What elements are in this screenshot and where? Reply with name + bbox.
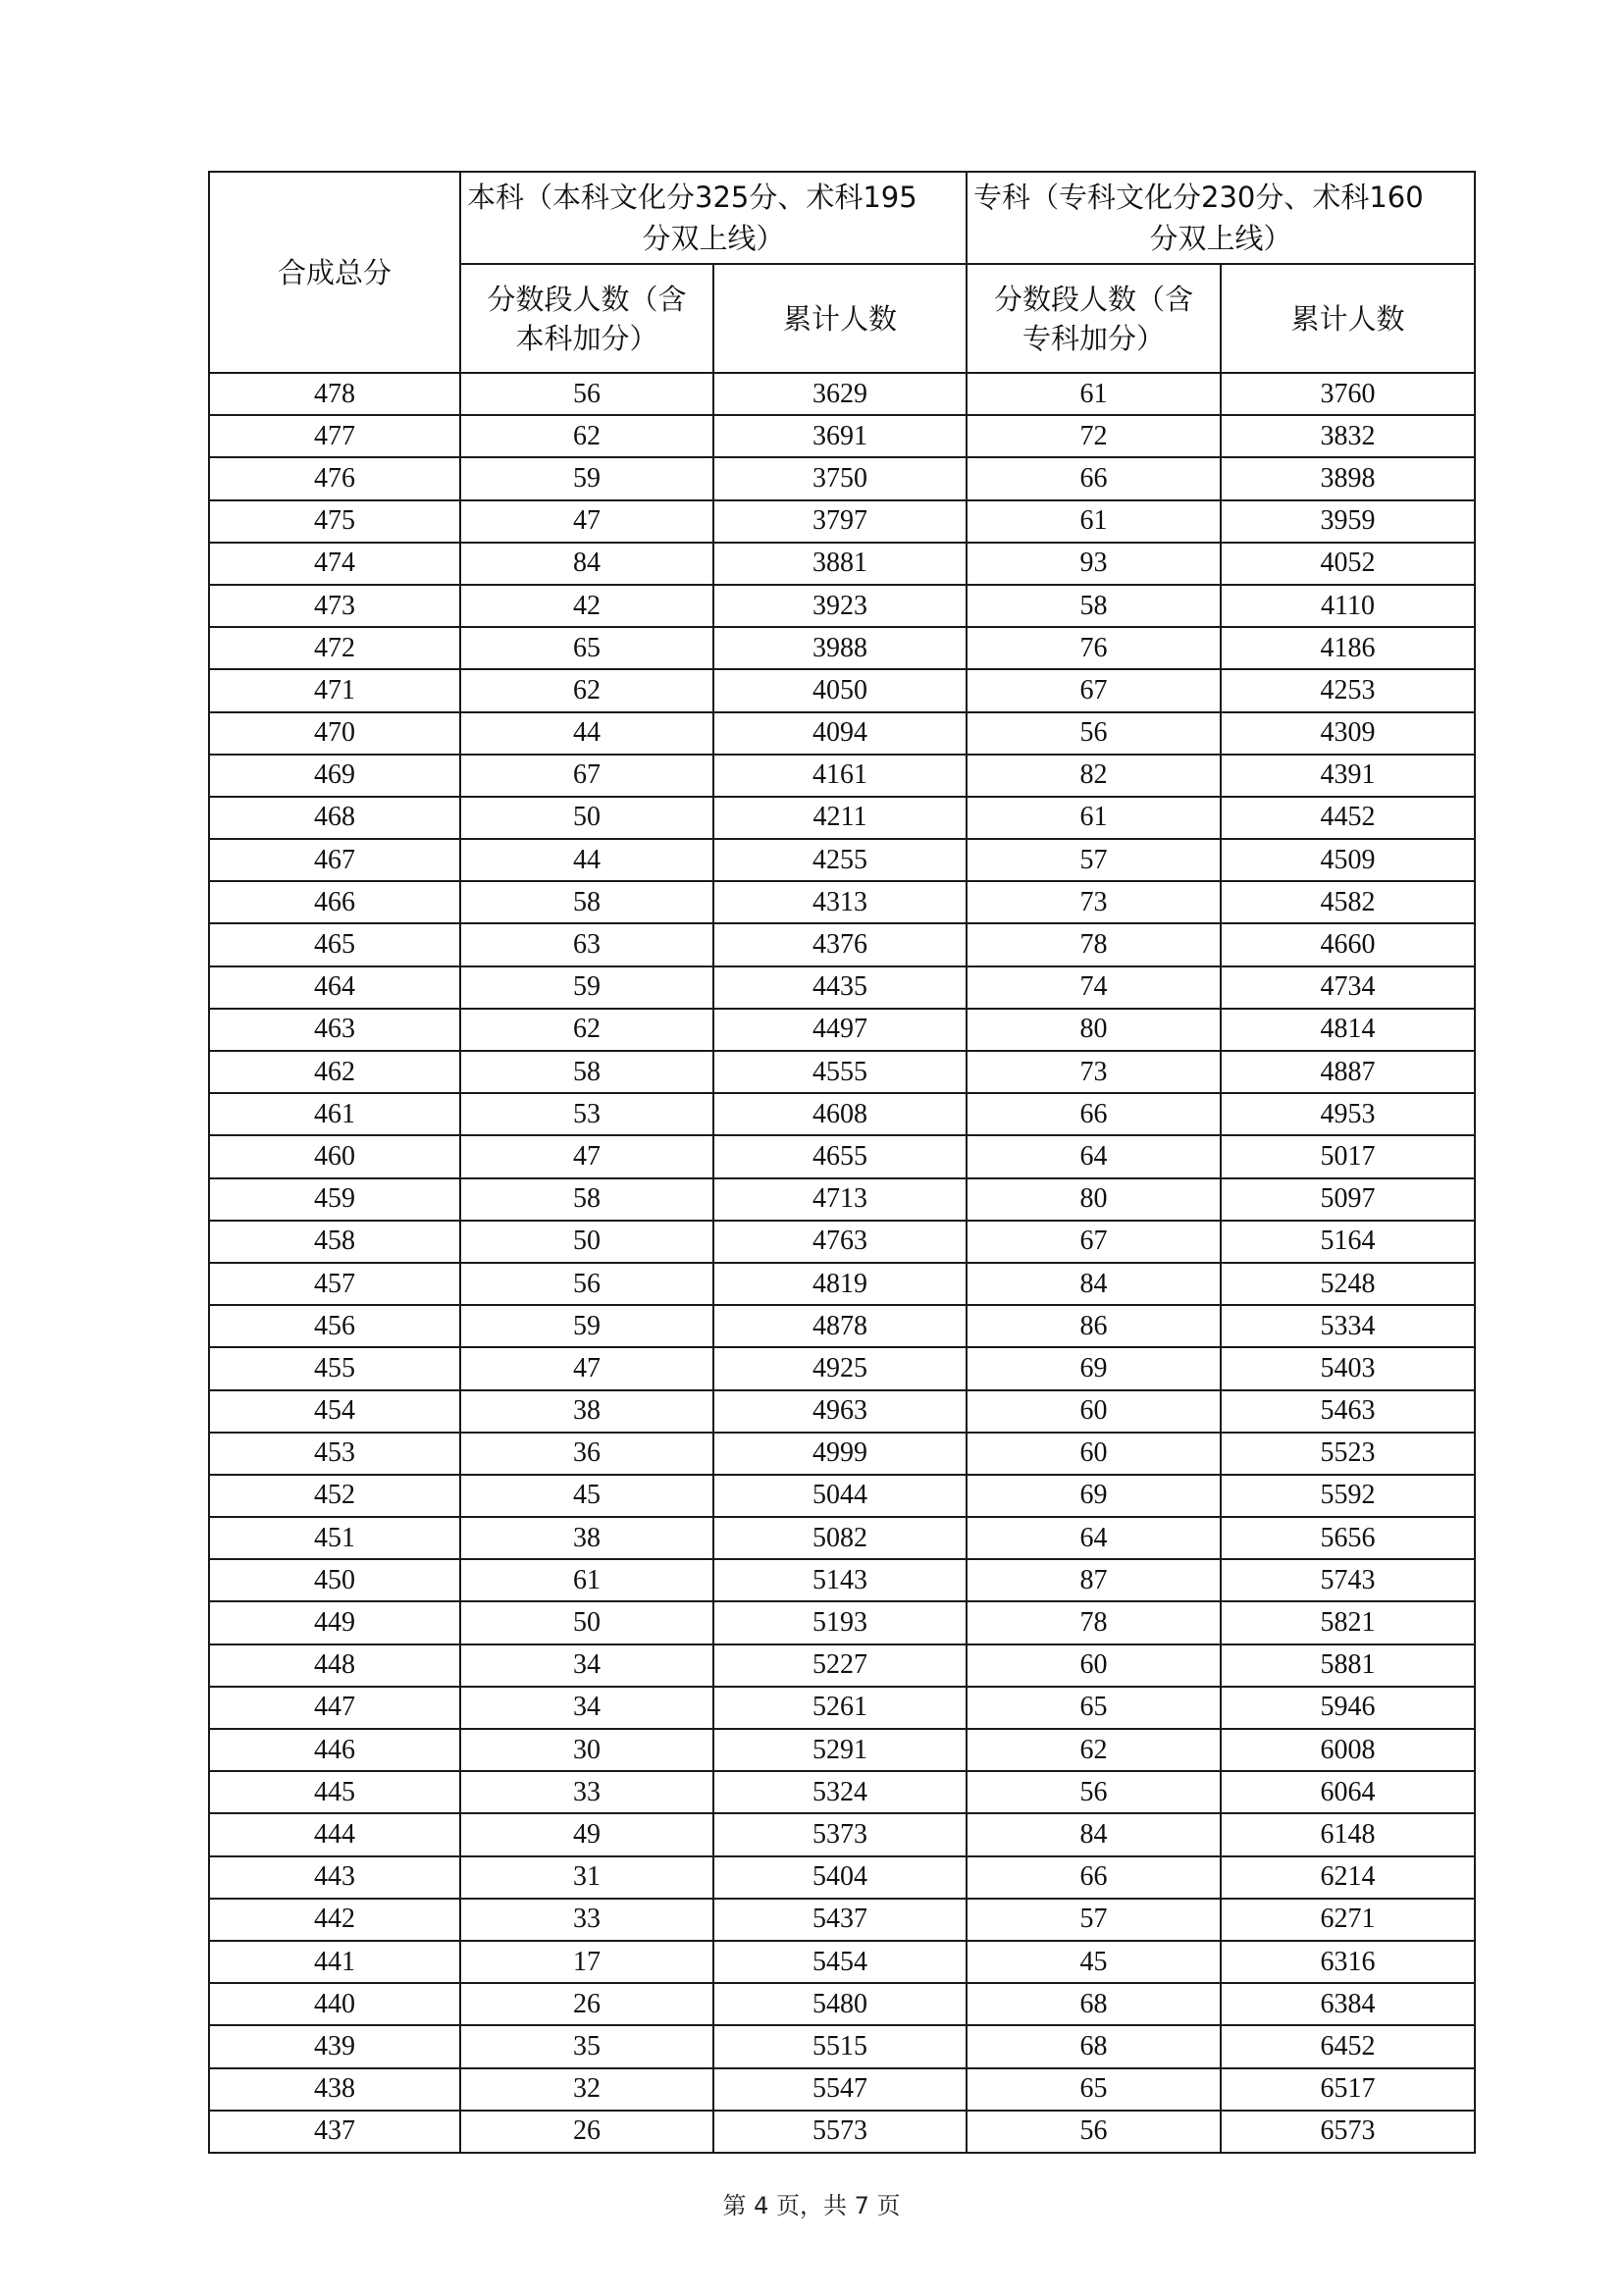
total-score-cell: 448 — [209, 1644, 460, 1687]
junior-cumulative-cell: 5821 — [1221, 1601, 1475, 1644]
junior-cumulative-cell: 6064 — [1221, 1771, 1475, 1813]
junior-cumulative-cell: 3760 — [1221, 373, 1475, 415]
junior-cumulative-cell: 5097 — [1221, 1178, 1475, 1221]
undergrad-cumulative-cell: 3988 — [713, 627, 967, 669]
junior-count-cell: 66 — [967, 1856, 1221, 1899]
junior-count-cell: 82 — [967, 755, 1221, 797]
table-row — [209, 1771, 1475, 1813]
junior-group-header — [967, 172, 1475, 264]
junior-cumulative-cell: 4734 — [1221, 966, 1475, 1009]
undergrad-group-header — [460, 172, 967, 264]
junior-cumulative-cell: 4582 — [1221, 881, 1475, 923]
junior-count-header-line1: 分数段人数（含 — [993, 282, 1193, 316]
junior-cumulative-cell: 5334 — [1221, 1305, 1475, 1347]
junior-cumulative-cell: 6452 — [1221, 2025, 1475, 2067]
undergrad-cumulative-cell: 4313 — [713, 881, 967, 923]
junior-cumulative-cell: 3898 — [1221, 457, 1475, 499]
table-row — [209, 1009, 1475, 1051]
table-row — [209, 1644, 1475, 1687]
junior-group-header-line1: 专科（专科文化分230分、术科160 — [973, 181, 1424, 214]
undergrad-count-cell: 31 — [460, 1856, 713, 1899]
junior-count-cell: 57 — [967, 839, 1221, 881]
total-score-cell: 442 — [209, 1899, 460, 1941]
total-score-cell: 467 — [209, 839, 460, 881]
junior-count-cell: 64 — [967, 1135, 1221, 1177]
junior-cumulative-cell: 4660 — [1221, 923, 1475, 965]
junior-count-cell: 73 — [967, 881, 1221, 923]
total-score-cell: 471 — [209, 669, 460, 711]
undergrad-cumulative-cell: 3881 — [713, 543, 967, 585]
junior-cumulative-cell: 4953 — [1221, 1093, 1475, 1135]
junior-count-cell: 61 — [967, 500, 1221, 543]
total-score-cell: 456 — [209, 1305, 460, 1347]
junior-count-cell: 67 — [967, 1221, 1221, 1263]
undergrad-count-cell: 50 — [460, 1601, 713, 1644]
junior-count-cell: 78 — [967, 1601, 1221, 1644]
total-score-cell: 461 — [209, 1093, 460, 1135]
total-score-cell: 478 — [209, 373, 460, 415]
undergrad-count-cell: 84 — [460, 543, 713, 585]
undergrad-count-cell: 36 — [460, 1433, 713, 1475]
junior-cumulative-cell: 5403 — [1221, 1347, 1475, 1389]
junior-count-cell: 56 — [967, 712, 1221, 755]
junior-cumulative-cell: 5017 — [1221, 1135, 1475, 1177]
undergrad-count-header — [460, 264, 713, 373]
undergrad-cumulative-cell: 4211 — [713, 797, 967, 839]
junior-count-cell: 67 — [967, 669, 1221, 711]
undergrad-count-cell: 33 — [460, 1899, 713, 1941]
table-row — [209, 2068, 1475, 2111]
undergrad-count-cell: 33 — [460, 1771, 713, 1813]
junior-cumulative-cell: 5164 — [1221, 1221, 1475, 1263]
total-score-cell: 437 — [209, 2111, 460, 2153]
undergrad-cumulative-cell: 5373 — [713, 1813, 967, 1855]
undergrad-cumulative-cell: 4161 — [713, 755, 967, 797]
undergrad-count-header-line2: 本科加分） — [515, 321, 658, 355]
junior-cumulative-cell: 4110 — [1221, 585, 1475, 627]
table-row — [209, 1305, 1475, 1347]
undergrad-count-cell: 26 — [460, 2111, 713, 2153]
junior-count-cell: 45 — [967, 1941, 1221, 1983]
table-row — [209, 923, 1475, 965]
junior-cumulative-cell: 5523 — [1221, 1433, 1475, 1475]
undergrad-count-cell: 61 — [460, 1559, 713, 1601]
table-row — [209, 1221, 1475, 1263]
undergrad-cumulative-cell: 4763 — [713, 1221, 967, 1263]
undergrad-cumulative-cell: 4555 — [713, 1051, 967, 1093]
junior-count-cell: 64 — [967, 1517, 1221, 1559]
junior-count-cell: 68 — [967, 2025, 1221, 2067]
junior-cumulative-cell: 6008 — [1221, 1729, 1475, 1771]
table-row — [209, 1347, 1475, 1389]
undergrad-count-cell: 58 — [460, 1051, 713, 1093]
undergrad-count-cell: 59 — [460, 966, 713, 1009]
total-score-cell: 445 — [209, 1771, 460, 1813]
table-row — [209, 373, 1475, 415]
table-row — [209, 755, 1475, 797]
junior-cumulative-cell: 5656 — [1221, 1517, 1475, 1559]
table-row — [209, 585, 1475, 627]
undergrad-count-cell: 58 — [460, 1178, 713, 1221]
total-score-cell: 449 — [209, 1601, 460, 1644]
junior-count-cell: 61 — [967, 797, 1221, 839]
total-score-cell: 455 — [209, 1347, 460, 1389]
junior-count-cell: 62 — [967, 1729, 1221, 1771]
table-row — [209, 1051, 1475, 1093]
junior-count-cell: 56 — [967, 1771, 1221, 1813]
undergrad-cumulative-cell: 4376 — [713, 923, 967, 965]
undergrad-count-cell: 62 — [460, 669, 713, 711]
undergrad-cumulative-cell: 5044 — [713, 1475, 967, 1517]
undergrad-count-cell: 50 — [460, 797, 713, 839]
undergrad-count-cell: 53 — [460, 1093, 713, 1135]
junior-count-cell: 76 — [967, 627, 1221, 669]
total-score-cell: 459 — [209, 1178, 460, 1221]
undergrad-cumulative-cell: 5261 — [713, 1687, 967, 1729]
undergrad-count-cell: 30 — [460, 1729, 713, 1771]
table-body — [209, 373, 1475, 2153]
total-score-cell: 477 — [209, 415, 460, 457]
junior-count-cell: 58 — [967, 585, 1221, 627]
total-score-cell: 451 — [209, 1517, 460, 1559]
total-score-cell: 474 — [209, 543, 460, 585]
total-score-cell: 439 — [209, 2025, 460, 2067]
undergrad-cumulative-cell: 5404 — [713, 1856, 967, 1899]
undergrad-count-cell: 32 — [460, 2068, 713, 2111]
junior-count-cell: 69 — [967, 1347, 1221, 1389]
junior-cumulative-cell: 6271 — [1221, 1899, 1475, 1941]
junior-count-cell: 80 — [967, 1009, 1221, 1051]
junior-count-cell: 56 — [967, 2111, 1221, 2153]
undergrad-count-cell: 62 — [460, 1009, 713, 1051]
junior-cumulative-cell: 3959 — [1221, 500, 1475, 543]
junior-count-header — [967, 264, 1221, 373]
undergrad-count-cell: 42 — [460, 585, 713, 627]
junior-count-cell: 80 — [967, 1178, 1221, 1221]
table-row — [209, 839, 1475, 881]
junior-count-cell: 84 — [967, 1263, 1221, 1305]
junior-count-header-line2: 专科加分） — [1021, 321, 1165, 355]
undergrad-count-cell: 56 — [460, 1263, 713, 1305]
table-row — [209, 1729, 1475, 1771]
undergrad-cumulative-cell: 4963 — [713, 1390, 967, 1433]
undergrad-cumulative-cell: 4999 — [713, 1433, 967, 1475]
table-row — [209, 1856, 1475, 1899]
undergrad-cumulative-cell: 5515 — [713, 2025, 967, 2067]
undergrad-cumulative-cell: 3923 — [713, 585, 967, 627]
undergrad-count-cell: 34 — [460, 1687, 713, 1729]
undergrad-count-cell: 62 — [460, 415, 713, 457]
undergrad-count-cell: 47 — [460, 500, 713, 543]
undergrad-count-cell: 65 — [460, 627, 713, 669]
junior-cumulative-cell: 4186 — [1221, 627, 1475, 669]
table-header — [209, 172, 1475, 373]
total-score-cell: 450 — [209, 1559, 460, 1601]
total-score-cell: 469 — [209, 755, 460, 797]
undergrad-cumulative-cell: 4655 — [713, 1135, 967, 1177]
junior-count-cell: 87 — [967, 1559, 1221, 1601]
table-row — [209, 2111, 1475, 2153]
total-score-cell: 470 — [209, 712, 460, 755]
total-score-cell: 443 — [209, 1856, 460, 1899]
junior-cumulative-cell: 6214 — [1221, 1856, 1475, 1899]
junior-cumulative-cell: 5946 — [1221, 1687, 1475, 1729]
undergrad-group-header-line1: 本科（本科文化分325分、术科195 — [467, 181, 917, 214]
junior-cumulative-cell: 6384 — [1221, 1983, 1475, 2025]
junior-count-cell: 60 — [967, 1390, 1221, 1433]
table-row — [209, 500, 1475, 543]
total-score-cell: 465 — [209, 923, 460, 965]
undergrad-cumulative-cell: 3797 — [713, 500, 967, 543]
undergrad-count-cell: 26 — [460, 1983, 713, 2025]
junior-cumulative-cell: 4887 — [1221, 1051, 1475, 1093]
junior-count-cell: 69 — [967, 1475, 1221, 1517]
undergrad-count-cell: 17 — [460, 1941, 713, 1983]
undergrad-cumulative-cell: 5547 — [713, 2068, 967, 2111]
junior-cumulative-cell: 4509 — [1221, 839, 1475, 881]
undergrad-count-cell: 49 — [460, 1813, 713, 1855]
undergrad-cumulative-cell: 5291 — [713, 1729, 967, 1771]
total-score-cell: 457 — [209, 1263, 460, 1305]
junior-count-cell: 57 — [967, 1899, 1221, 1941]
undergrad-count-cell: 38 — [460, 1517, 713, 1559]
total-score-header: 合成总分 — [209, 172, 460, 373]
junior-count-cell: 66 — [967, 1093, 1221, 1135]
undergrad-cumulative-cell: 4713 — [713, 1178, 967, 1221]
undergrad-cumulative-cell: 3750 — [713, 457, 967, 499]
junior-cumulative-cell: 5743 — [1221, 1559, 1475, 1601]
junior-count-cell: 65 — [967, 1687, 1221, 1729]
junior-cumulative-header: 累计人数 — [1221, 264, 1475, 373]
table-row — [209, 1559, 1475, 1601]
table-row — [209, 1178, 1475, 1221]
table-row — [209, 1687, 1475, 1729]
undergrad-cumulative-cell: 5437 — [713, 1899, 967, 1941]
table-row — [209, 1899, 1475, 1941]
total-score-cell: 454 — [209, 1390, 460, 1433]
junior-count-cell: 61 — [967, 373, 1221, 415]
table-row — [209, 1390, 1475, 1433]
undergrad-count-cell: 67 — [460, 755, 713, 797]
undergrad-cumulative-cell: 4497 — [713, 1009, 967, 1051]
total-score-cell: 460 — [209, 1135, 460, 1177]
page-footer: 第 4 页，共 7 页 — [722, 2192, 901, 2219]
undergrad-cumulative-cell: 5082 — [713, 1517, 967, 1559]
table-row — [209, 415, 1475, 457]
table-row — [209, 627, 1475, 669]
undergrad-cumulative-cell: 4608 — [713, 1093, 967, 1135]
junior-count-cell: 60 — [967, 1644, 1221, 1687]
undergrad-cumulative-cell: 5480 — [713, 1983, 967, 2025]
table-row — [209, 1433, 1475, 1475]
total-score-cell: 452 — [209, 1475, 460, 1517]
junior-cumulative-cell: 3832 — [1221, 415, 1475, 457]
total-score-cell: 438 — [209, 2068, 460, 2111]
total-score-cell: 462 — [209, 1051, 460, 1093]
undergrad-cumulative-cell: 4050 — [713, 669, 967, 711]
junior-group-header-line2: 分双上线） — [1149, 222, 1292, 255]
table-row — [209, 881, 1475, 923]
junior-cumulative-cell: 5248 — [1221, 1263, 1475, 1305]
total-score-cell: 453 — [209, 1433, 460, 1475]
table-row — [209, 543, 1475, 585]
table-row — [209, 1813, 1475, 1855]
junior-count-cell: 86 — [967, 1305, 1221, 1347]
total-score-cell: 458 — [209, 1221, 460, 1263]
table-row — [209, 2025, 1475, 2067]
undergrad-count-cell: 38 — [460, 1390, 713, 1433]
total-score-cell: 473 — [209, 585, 460, 627]
total-score-cell: 444 — [209, 1813, 460, 1855]
table-row — [209, 1601, 1475, 1644]
total-score-cell: 441 — [209, 1941, 460, 1983]
score-distribution-table — [208, 171, 1476, 2154]
undergrad-count-cell: 44 — [460, 712, 713, 755]
table-row — [209, 457, 1475, 499]
total-score-cell: 472 — [209, 627, 460, 669]
junior-cumulative-cell: 4253 — [1221, 669, 1475, 711]
undergrad-cumulative-header: 累计人数 — [713, 264, 967, 373]
junior-count-cell: 78 — [967, 923, 1221, 965]
total-score-cell: 466 — [209, 881, 460, 923]
undergrad-cumulative-cell: 3691 — [713, 415, 967, 457]
table-row — [209, 712, 1475, 755]
junior-cumulative-cell: 4052 — [1221, 543, 1475, 585]
junior-cumulative-cell: 6517 — [1221, 2068, 1475, 2111]
undergrad-count-cell: 47 — [460, 1347, 713, 1389]
table-row — [209, 1475, 1475, 1517]
table-row — [209, 1093, 1475, 1135]
table-row — [209, 797, 1475, 839]
undergrad-count-cell: 56 — [460, 373, 713, 415]
junior-count-cell: 60 — [967, 1433, 1221, 1475]
undergrad-cumulative-cell: 4435 — [713, 966, 967, 1009]
junior-cumulative-cell: 4309 — [1221, 712, 1475, 755]
total-score-cell: 468 — [209, 797, 460, 839]
undergrad-count-cell: 63 — [460, 923, 713, 965]
junior-cumulative-cell: 4452 — [1221, 797, 1475, 839]
junior-cumulative-cell: 6573 — [1221, 2111, 1475, 2153]
undergrad-cumulative-cell: 5193 — [713, 1601, 967, 1644]
table-row — [209, 1517, 1475, 1559]
total-score-cell: 447 — [209, 1687, 460, 1729]
undergrad-count-cell: 45 — [460, 1475, 713, 1517]
table-row — [209, 669, 1475, 711]
junior-count-cell: 93 — [967, 543, 1221, 585]
junior-cumulative-cell: 5463 — [1221, 1390, 1475, 1433]
undergrad-group-header-line2: 分双上线） — [642, 222, 785, 255]
table-row — [209, 1941, 1475, 1983]
undergrad-cumulative-cell: 4925 — [713, 1347, 967, 1389]
table-row — [209, 1135, 1475, 1177]
junior-count-cell: 84 — [967, 1813, 1221, 1855]
undergrad-cumulative-cell: 5324 — [713, 1771, 967, 1813]
table-row — [209, 966, 1475, 1009]
undergrad-cumulative-cell: 5573 — [713, 2111, 967, 2153]
total-score-cell: 463 — [209, 1009, 460, 1051]
total-score-cell: 446 — [209, 1729, 460, 1771]
undergrad-cumulative-cell: 4819 — [713, 1263, 967, 1305]
total-score-cell: 464 — [209, 966, 460, 1009]
junior-count-cell: 73 — [967, 1051, 1221, 1093]
table-row — [209, 1263, 1475, 1305]
undergrad-count-cell: 35 — [460, 2025, 713, 2067]
total-score-cell: 440 — [209, 1983, 460, 2025]
undergrad-cumulative-cell: 5454 — [713, 1941, 967, 1983]
undergrad-cumulative-cell: 4878 — [713, 1305, 967, 1347]
junior-cumulative-cell: 4814 — [1221, 1009, 1475, 1051]
undergrad-count-cell: 44 — [460, 839, 713, 881]
undergrad-count-cell: 34 — [460, 1644, 713, 1687]
junior-count-cell: 74 — [967, 966, 1221, 1009]
table-row — [209, 1983, 1475, 2025]
undergrad-count-cell: 59 — [460, 1305, 713, 1347]
undergrad-count-cell: 58 — [460, 881, 713, 923]
undergrad-count-cell: 59 — [460, 457, 713, 499]
junior-count-cell: 68 — [967, 1983, 1221, 2025]
junior-cumulative-cell: 5881 — [1221, 1644, 1475, 1687]
junior-count-cell: 66 — [967, 457, 1221, 499]
junior-count-cell: 72 — [967, 415, 1221, 457]
total-score-cell: 476 — [209, 457, 460, 499]
undergrad-cumulative-cell: 5143 — [713, 1559, 967, 1601]
undergrad-cumulative-cell: 4094 — [713, 712, 967, 755]
junior-cumulative-cell: 6316 — [1221, 1941, 1475, 1983]
junior-count-cell: 65 — [967, 2068, 1221, 2111]
junior-cumulative-cell: 6148 — [1221, 1813, 1475, 1855]
undergrad-cumulative-cell: 5227 — [713, 1644, 967, 1687]
total-score-cell: 475 — [209, 500, 460, 543]
undergrad-count-cell: 50 — [460, 1221, 713, 1263]
junior-cumulative-cell: 4391 — [1221, 755, 1475, 797]
undergrad-cumulative-cell: 4255 — [713, 839, 967, 881]
undergrad-count-cell: 47 — [460, 1135, 713, 1177]
junior-cumulative-cell: 5592 — [1221, 1475, 1475, 1517]
undergrad-cumulative-cell: 3629 — [713, 373, 967, 415]
undergrad-count-header-line1: 分数段人数（含 — [487, 282, 687, 316]
